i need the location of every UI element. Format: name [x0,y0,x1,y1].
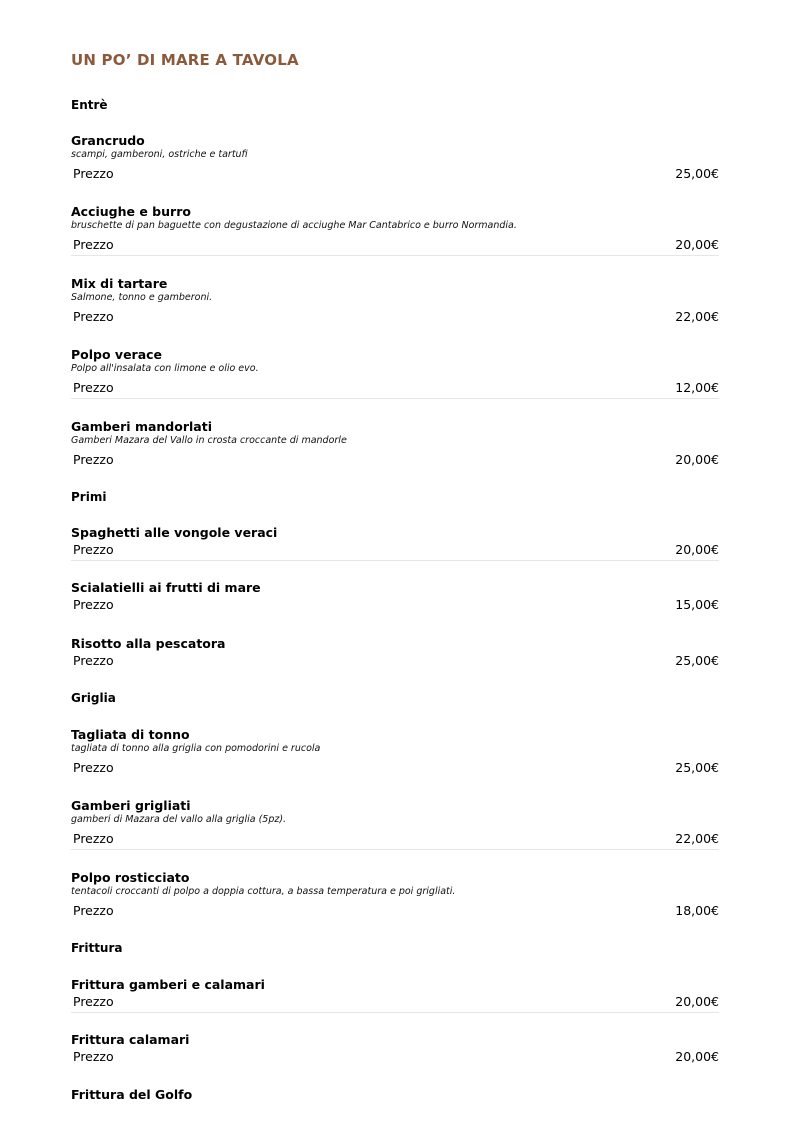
price-label: Prezzo [73,831,114,846]
item-description: bruschette di pan baguette con degustazione di acciughe Mar Cantabrico e burro Normandia. [71,220,517,231]
section-heading-frittura: Frittura [71,941,123,955]
price-value: 25,00€ [675,653,719,668]
item-description: tentacoli croccanti di polpo a doppia cottura, a bassa temperatura e poi grigliati. [71,886,456,897]
menu-item [71,870,719,922]
item-name: Tagliata di tonno [71,727,190,742]
price-row [71,653,719,672]
price-value: 25,00€ [675,166,719,181]
menu-item [71,1032,719,1068]
price-row [71,831,719,850]
item-name: Gamberi grigliati [71,798,191,813]
item-description: Gamberi Mazara del Vallo in crosta croccante di mandorle [71,435,347,446]
price-row [71,994,719,1013]
price-row [71,237,719,256]
section-heading-griglia: Griglia [71,691,116,705]
price-value: 25,00€ [675,760,719,775]
item-name: Scialatielli ai frutti di mare [71,580,261,595]
price-row [71,166,719,185]
menu-item [71,133,719,185]
price-label: Prezzo [73,994,114,1009]
menu-item [71,204,719,256]
price-row [71,760,719,779]
price-label: Prezzo [73,597,114,612]
price-value: 22,00€ [675,831,719,846]
price-label: Prezzo [73,166,114,181]
item-name: Frittura del Golfo [71,1087,193,1102]
menu-item [71,347,719,399]
menu-item [71,580,719,616]
price-label: Prezzo [73,309,114,324]
price-row [71,1049,719,1068]
price-value: 18,00€ [675,903,719,918]
price-label: Prezzo [73,542,114,557]
menu-item [71,798,719,850]
price-value: 15,00€ [675,597,719,612]
price-value: 20,00€ [675,542,719,557]
item-name: Polpo verace [71,347,163,362]
price-label: Prezzo [73,760,114,775]
menu-item [71,636,719,672]
menu-item [71,276,719,328]
menu-title: UN PO’ DI MARE A TAVOLA [71,51,299,69]
price-row [71,597,719,616]
price-row [71,542,719,561]
menu-item [71,419,719,471]
item-description: gamberi di Mazara del vallo alla griglia (5pz). [71,814,287,825]
menu-item [71,1087,719,1102]
item-name: Polpo rosticciato [71,870,190,885]
price-label: Prezzo [73,903,114,918]
price-label: Prezzo [73,380,114,395]
item-name: Risotto alla pescatora [71,636,226,651]
item-name: Mix di tartare [71,276,168,291]
item-description: tagliata di tonno alla griglia con pomodorini e rucola [71,743,321,754]
price-row [71,903,719,922]
item-name: Grancrudo [71,133,145,148]
price-value: 12,00€ [675,380,719,395]
price-value: 20,00€ [675,994,719,1009]
item-description: Salmone, tonno e gamberoni. [71,292,213,303]
menu-item [71,525,719,561]
price-label: Prezzo [73,452,114,467]
item-name: Gamberi mandorlati [71,419,212,434]
menu-item [71,977,719,1013]
price-row [71,380,719,399]
item-description: scampi, gamberoni, ostriche e tartufi [71,149,248,160]
menu-item [71,727,719,779]
price-value: 20,00€ [675,237,719,252]
item-name: Frittura calamari [71,1032,190,1047]
section-heading-entre: Entrè [71,98,108,112]
section-heading-primi: Primi [71,490,107,504]
item-name: Spaghetti alle vongole veraci [71,525,278,540]
price-row [71,452,719,471]
item-description: Polpo all'insalata con limone e olio evo. [71,363,259,374]
price-label: Prezzo [73,653,114,668]
price-row [71,309,719,328]
item-name: Acciughe e burro [71,204,191,219]
price-value: 20,00€ [675,452,719,467]
price-value: 22,00€ [675,309,719,324]
price-label: Prezzo [73,1049,114,1064]
price-value: 20,00€ [675,1049,719,1064]
item-name: Frittura gamberi e calamari [71,977,265,992]
price-label: Prezzo [73,237,114,252]
